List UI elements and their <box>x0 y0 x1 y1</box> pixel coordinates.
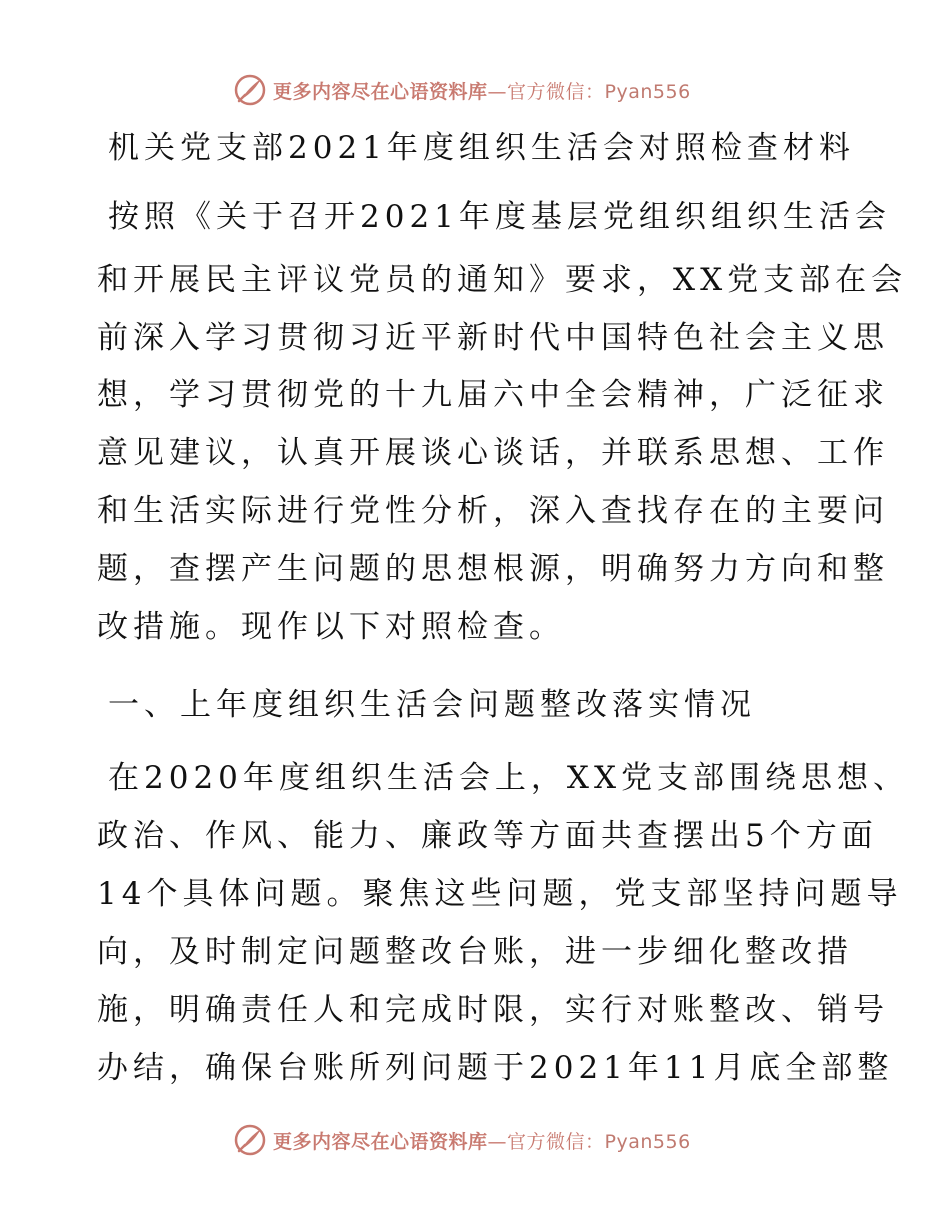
paragraph-line: 题，查摆产生问题的思想根源，明确努力方向和整 <box>97 551 889 587</box>
paragraph-line: 办结，确保台账所列问题于2021年11月底全部整 <box>97 1050 894 1086</box>
paragraph-line: 想，学习贯彻党的十九届六中全会精神，广泛征求 <box>97 377 889 413</box>
paragraph-line: 和生活实际进行党性分析，深入查找存在的主要问 <box>97 493 889 529</box>
paragraph-line: 14个具体问题。聚焦这些问题，党支部坚持问题导 <box>97 876 903 912</box>
paragraph-line: 在2020年度组织生活会上，XX党支部围绕思想、 <box>108 760 910 796</box>
document-title: 机关党支部2021年度组织生活会对照检查材料 <box>108 130 855 166</box>
watermark-slogan: 更多内容尽在心语资料库 <box>273 1130 488 1153</box>
watermark-header <box>233 72 691 108</box>
watermark-slogan: 更多内容尽在心语资料库 <box>273 80 488 103</box>
paragraph-line: 按照《关于召开2021年度基层党组织组织生活会 <box>108 199 891 235</box>
paragraph-line: 意见建议，认真开展谈心谈话，并联系思想、工作 <box>97 435 889 471</box>
paragraph-line: 前深入学习贯彻习近平新时代中国特色社会主义思 <box>97 320 889 356</box>
paragraph-line: 政治、作风、能力、廉政等方面共查摆出5个方面 <box>97 818 878 854</box>
watermark-separator: — <box>487 1130 508 1153</box>
watermark-footer <box>233 1122 691 1158</box>
watermark-wechat-id: Pyan556 <box>604 1130 691 1153</box>
paragraph-line: 和开展民主评议党员的通知》要求，XX党支部在会 <box>97 262 908 298</box>
watermark-text <box>273 1127 691 1154</box>
paragraph-line: 施，明确责任人和完成时限，实行对账整改、销号 <box>97 992 889 1028</box>
watermark-wechat-label: 官方微信： <box>507 1130 605 1153</box>
watermark-wechat-id: Pyan556 <box>604 80 691 103</box>
quill-logo-icon <box>233 73 267 107</box>
watermark-wechat-label: 官方微信： <box>507 80 605 103</box>
paragraph-line: 向，及时制定问题整改台账，进一步细化整改措 <box>97 934 853 970</box>
watermark-text <box>273 77 691 104</box>
quill-logo-icon <box>233 1123 267 1157</box>
watermark-separator: — <box>487 80 508 103</box>
paragraph-line: 改措施。现作以下对照检查。 <box>97 609 565 645</box>
section-heading: 一、上年度组织生活会问题整改落实情况 <box>108 687 756 723</box>
